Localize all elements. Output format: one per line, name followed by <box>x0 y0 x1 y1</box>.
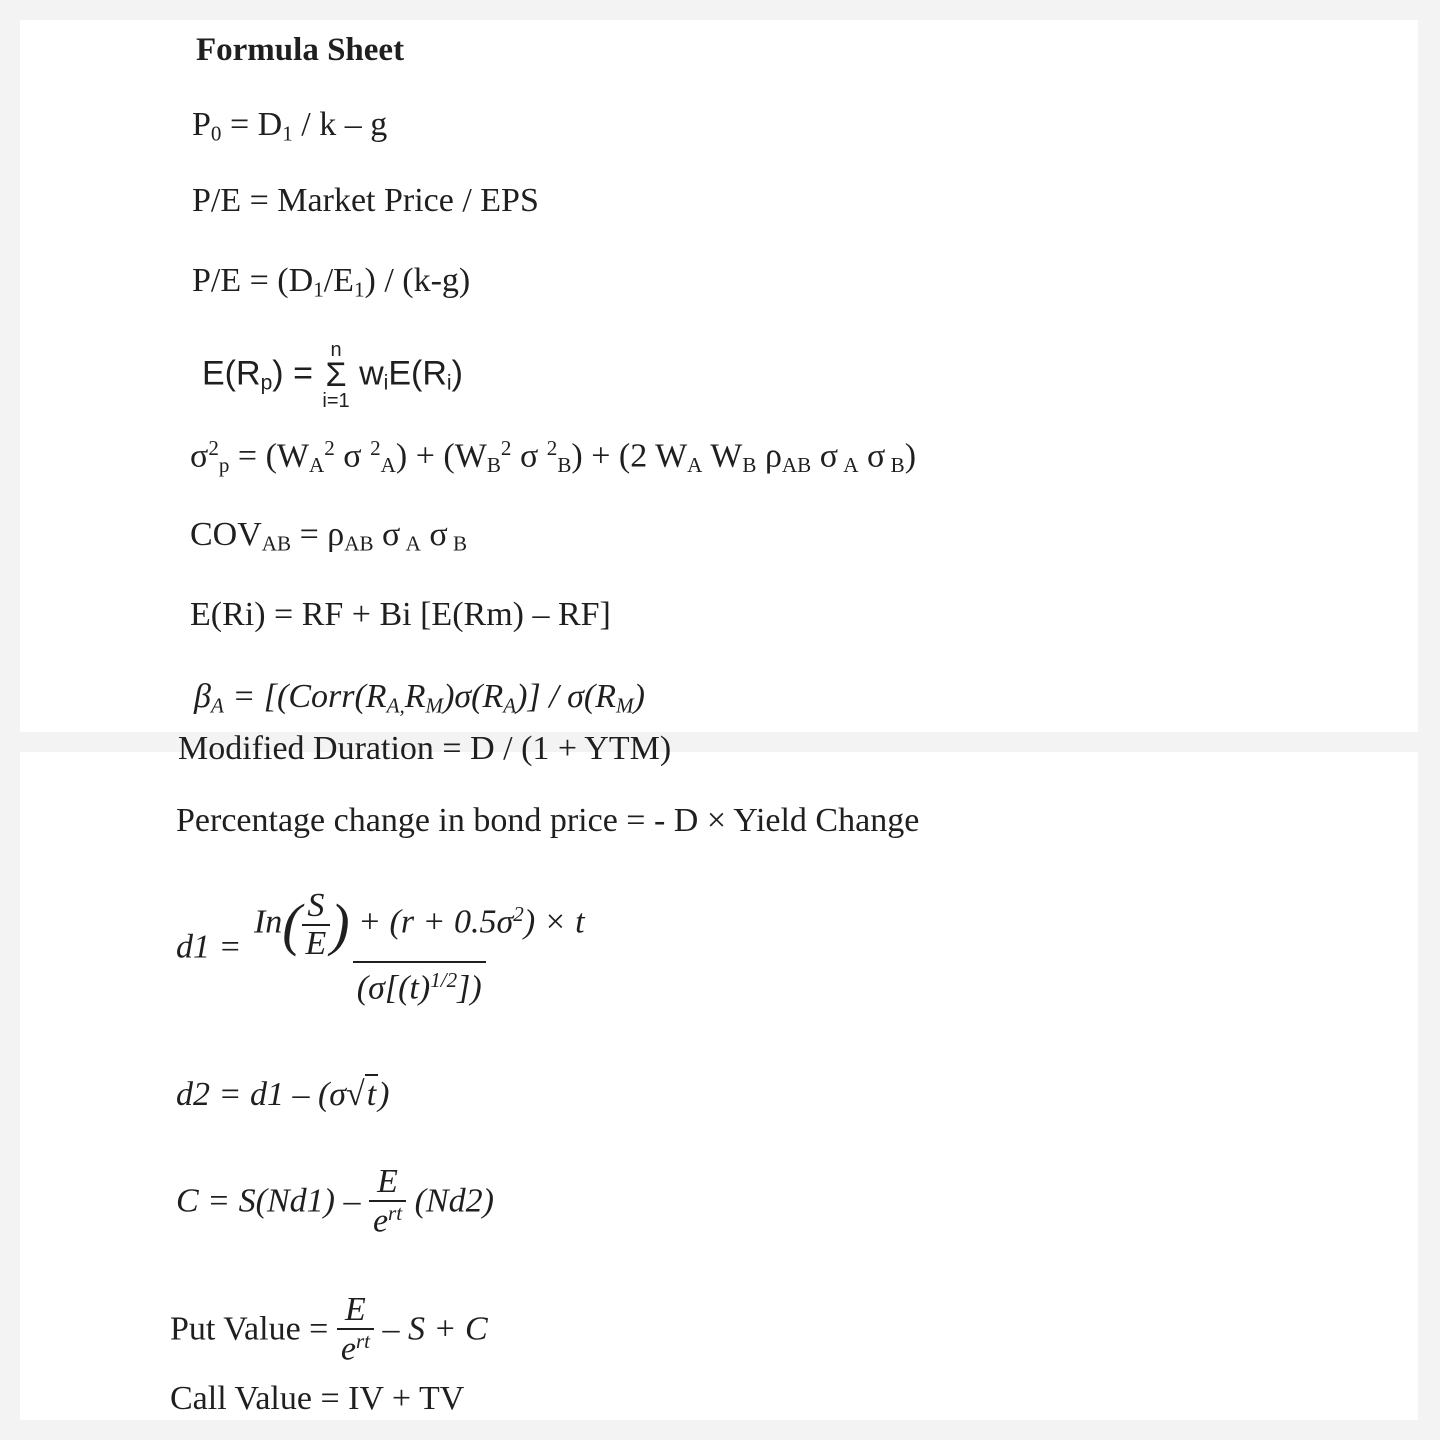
summation-operator: n Σ i=1 <box>322 339 350 412</box>
formula-beta: $\beta_A$ = [$(Corr(R_{A,}R_M)\sigma(R_A)] / \sigma(R_M)$ <box>194 678 645 718</box>
d1-fraction: In( $\frac{S}{E}$ ) + $(r + 0.5\sigma^2) \times t$ $(\sigma[(t)^{1/2}])$ <box>253 887 585 1007</box>
formula-call-black-scholes: C = S(Nd1) – $\frac{E}{e^{rt}}$ (Nd2) <box>176 1163 494 1240</box>
formula-sheet-page-1 <box>20 20 1418 732</box>
formula-portfolio-expected-return: $E(R_p)$ = n Σ i=1 $w_iE(R_i)$ <box>202 339 463 412</box>
formula-pe-ratio: P/E = Market Price / EPS <box>192 182 539 219</box>
formula-portfolio-variance: $\sigma^2_p = (W_A^2$ σ $^2_A) + (W_B^2$ σ $^2_B$) + (2 $W_A$ $W_B$ $\rho_{AB}$ σ $_A$ σ $_B$) <box>190 436 917 477</box>
formula-covariance: $COV_{AB} = \rho_{AB}$ σ $_A$ σ $_B$ <box>190 516 468 556</box>
formula-pe-growth: $P/E = (D_1/E_1) / (k-g)$ <box>192 262 471 302</box>
formula-put-value: Put Value = $\frac{E}{e^{rt}}$ – S + C <box>170 1291 488 1368</box>
formula-capm: E(Ri) = RF + Bi [E(Rm) – RF] <box>190 596 611 633</box>
page-title: Formula Sheet <box>196 32 405 68</box>
formula-dividend-discount: $P_0 = D_1 / k - g$ <box>192 106 388 146</box>
formula-d1: d1 = In( $\frac{S}{E}$ ) + $(r + 0.5\sigma^2) \times t$ $(\sigma[(t)^{1/2}])$ <box>176 888 589 1007</box>
clipped-formula-line: Modified Duration = D / (1 + YTM) <box>178 730 672 767</box>
formula-d2: d2 = d1 – (σ√t) <box>176 1076 390 1113</box>
formula-bond-price-change: Percentage change in bond price = - D × Yield Change <box>176 802 920 839</box>
formula-call-value: Call Value = IV + TV <box>170 1380 465 1417</box>
formula-sheet-page-2 <box>20 730 1418 1420</box>
